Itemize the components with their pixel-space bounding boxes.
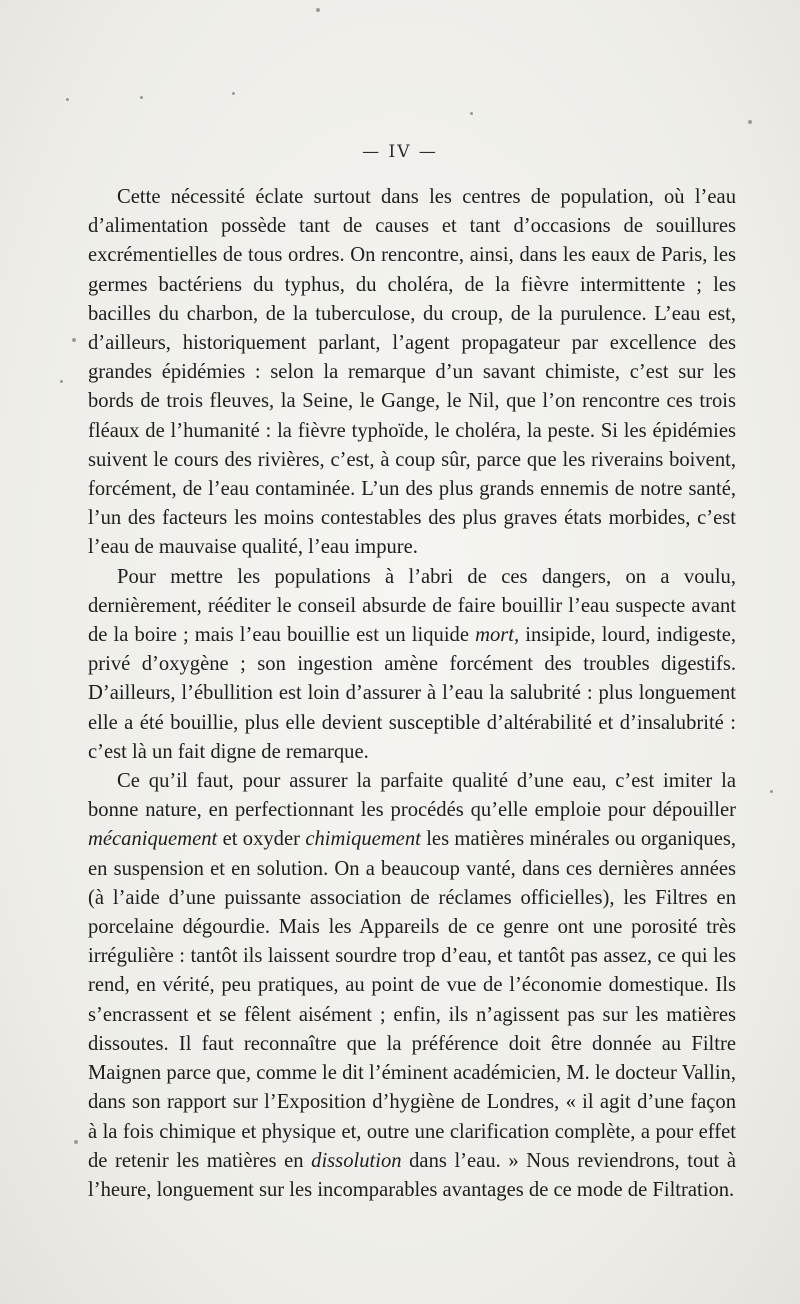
page-number: — IV — — [362, 142, 438, 162]
italic-run: mécaniquement — [88, 828, 218, 851]
print-speck — [232, 92, 235, 95]
text-run: Ce qu’il faut, pour assurer la parfaite qualité d’une eau, c’est imiter la bonne nature, en perfectionnant les procédés qu’elle emploie pour dépouiller — [88, 770, 736, 822]
paragraph-3 — [88, 767, 736, 1205]
print-speck — [140, 96, 143, 99]
italic-run: chimiquement — [305, 828, 421, 851]
text-run: Cette nécessité éclate surtout dans les centres de population, où l’eau d’alimentation possède tant de causes et tant d’occasions de souillures excrémentielles de tous ordres. On rencontre, ainsi, dans les eaux de Paris, les germes bactériens du typhus, du choléra, de la fièvre intermittente ; les bacilles du charbon, de la tuberculose, du croup, de la purulence. L’eau est, d’ailleurs, historiquement parlant, l’agent propagateur par excellence des grandes épidémies : selon la remarque d’un savant chimiste, c’est sur les bords de trois fleuves, la Seine, le Gange, le Nil, que l’on rencontre ces trois fléaux de l’humanité : la fièvre typhoïde, le choléra, la peste. Si les épidémies suivent le cours des rivières, c’est, à coup sûr, parce que les riverains boivent, forcément, de l’eau contaminée. L’un des plus grands ennemis de notre santé, l’un des facteurs les moins contestables des plus graves états morbides, c’est l’eau de mauvaise qualité, l’eau impure. — [88, 186, 736, 559]
print-speck — [72, 338, 76, 342]
italic-run: dissolution — [311, 1149, 402, 1172]
paragraph-1 — [88, 183, 736, 563]
print-speck — [770, 790, 773, 793]
print-speck — [60, 380, 63, 383]
print-speck — [316, 8, 320, 12]
text-run: dans l’eau. » Nous reviendrons, tout à l’heure, longuement sur les incomparables avantages de ce mode de Filtration. — [88, 1149, 736, 1201]
paragraph-2 — [88, 563, 736, 767]
text-run: et oxyder — [217, 828, 306, 851]
print-speck — [66, 98, 69, 101]
text-run: insipide, lourd, indigeste, privé d’oxygène ; son ingestion amène forcément des troubles digestifs. D’ailleurs, l’ébullition est loin d’assurer à l’eau la salubrité : plus longuement elle a été bouillie, plus elle devient susceptible d’altérabilité et d’insalubrité : c’est là un fait digne de remarque. — [88, 624, 736, 763]
italic-run: mort, — [475, 624, 520, 647]
text-run: Pour mettre les populations à l’abri de ces dangers, on a voulu, dernièrement, rééditer le conseil absurde de faire bouillir l’eau suspecte avant de la boire ; mais l’eau bouillie est un liquide — [88, 565, 736, 647]
print-speck — [470, 112, 473, 115]
text-run: les matières minérales ou organiques, en suspension et en solution. On a beaucoup vanté, dans ces dernières années (à l’aide d’une puissante association de réclames officielles), les Filtres en porcelaine dégourdie. Mais les Appareils de ce genre ont une porosité très irrégulière : tantôt ils laissent sourdre trop d’eau, et tantôt pas assez, ce qui les rend, en vérité, peu pratiques, au point de vue de l’économie domestique. Ils s’encrassent et se fêlent aisément ; enfin, ils n’agissent pas sur les matières dissoutes. Il faut reconnaître que la préférence doit être donnée au Filtre Maignen parce que, comme le dit l’éminent académicien, M. le docteur Vallin, dans son rapport sur l’Exposition d’hygiène de Londres, « il agit d’une façon à la fois chimique et physique et, outre une clarification complète, a pour effet de retenir les matières en — [88, 828, 737, 1172]
print-speck — [748, 120, 752, 124]
body-text — [88, 183, 736, 1205]
print-speck — [74, 1140, 78, 1144]
